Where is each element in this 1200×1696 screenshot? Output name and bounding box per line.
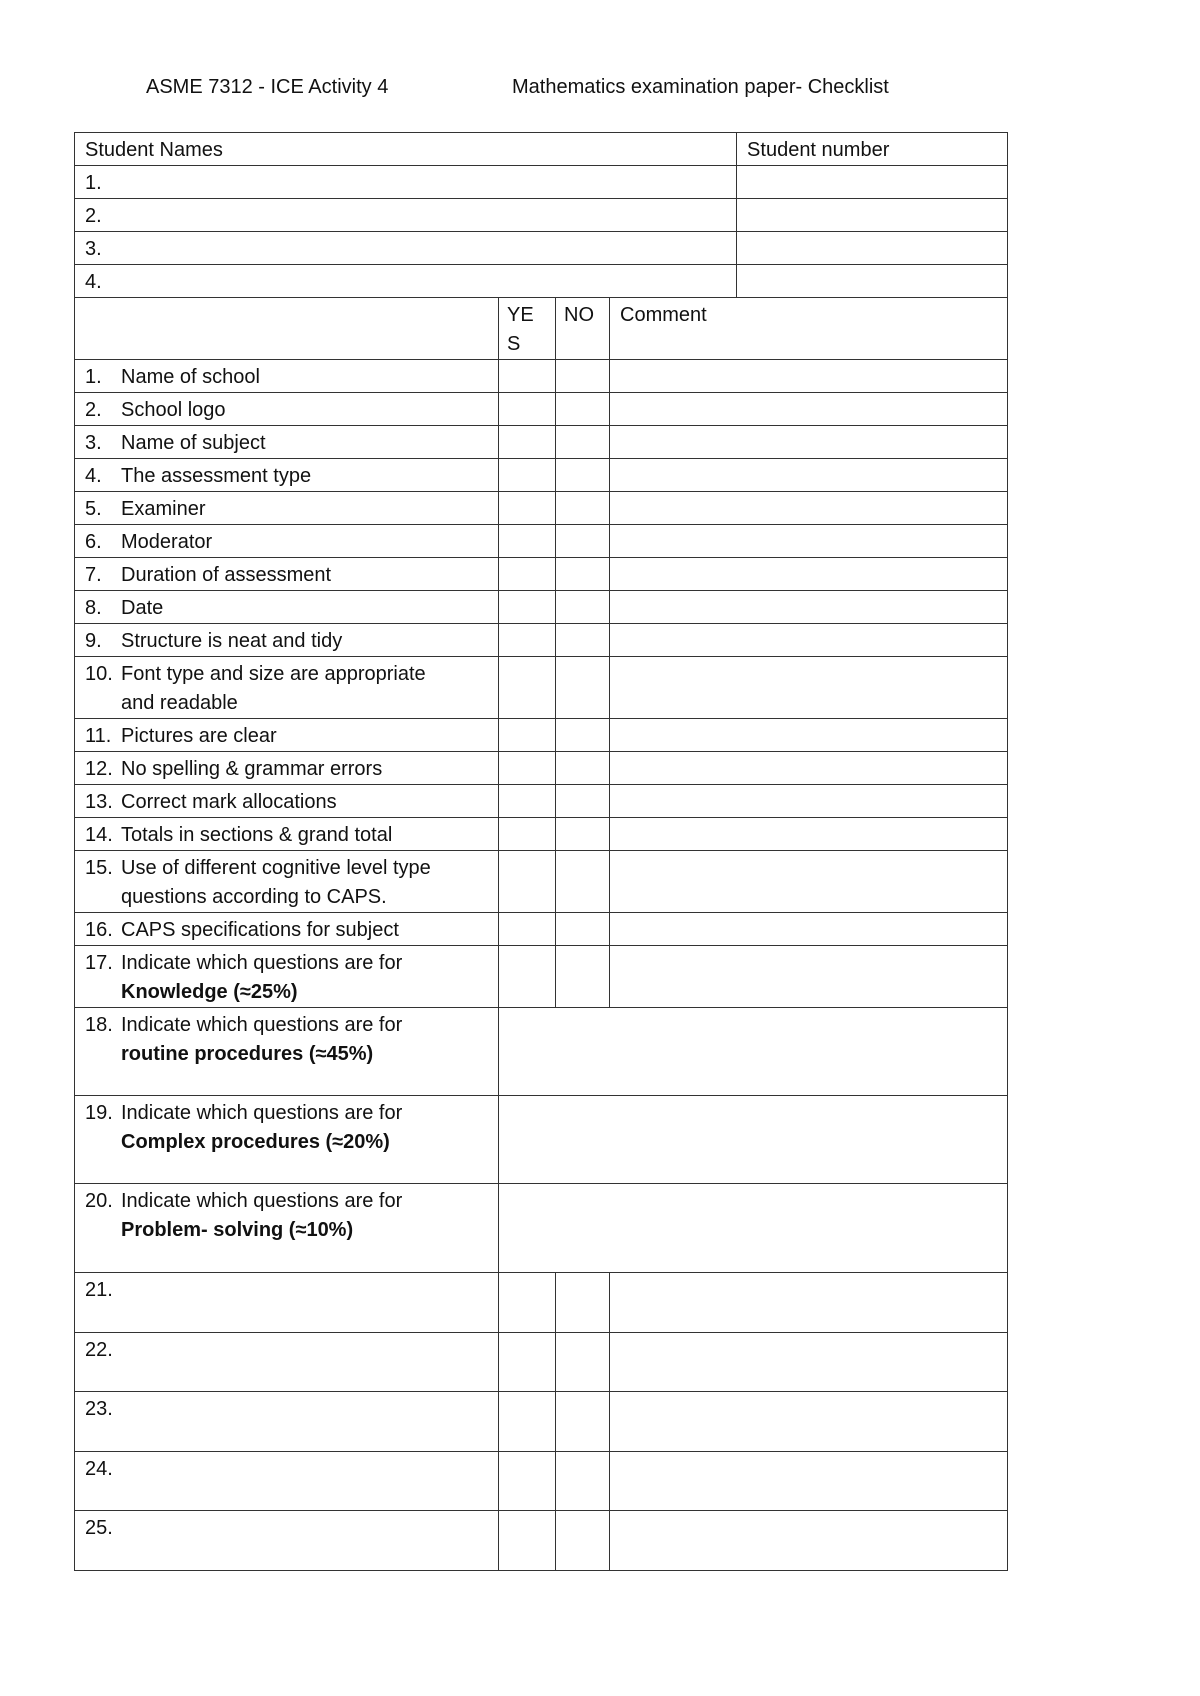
item-number: 8. bbox=[85, 597, 102, 619]
item-text-continued: and readable bbox=[121, 692, 238, 714]
item-number: 11. bbox=[85, 725, 112, 747]
checklist-row bbox=[75, 525, 1008, 558]
student-row bbox=[75, 265, 1008, 298]
no-cell[interactable] bbox=[556, 946, 610, 1008]
checklist-row bbox=[75, 492, 1008, 525]
item-text: Indicate which questions are for bbox=[121, 1102, 403, 1124]
criterion-cell bbox=[75, 785, 499, 818]
criterion-cell bbox=[75, 558, 499, 591]
comment-header: Comment bbox=[610, 298, 1008, 360]
no-cell[interactable] bbox=[556, 393, 610, 426]
item-number: 6. bbox=[85, 531, 102, 553]
item-number: 20. bbox=[85, 1190, 113, 1212]
yes-cell[interactable] bbox=[499, 492, 556, 525]
item-number: 4. bbox=[85, 465, 102, 487]
criterion-cell bbox=[75, 525, 499, 558]
cognitive-level-label: Knowledge (≈25%) bbox=[121, 981, 298, 1003]
checklist-row bbox=[75, 657, 1008, 719]
comment-cell[interactable] bbox=[610, 1452, 1008, 1511]
comment-cell[interactable] bbox=[610, 492, 1008, 525]
checklist-row bbox=[75, 591, 1008, 624]
criterion-cell bbox=[75, 851, 499, 913]
yes-cell[interactable] bbox=[499, 818, 556, 851]
student-name-cell[interactable]: 2. bbox=[75, 199, 737, 232]
criterion-cell bbox=[75, 1096, 499, 1184]
criterion-cell[interactable]: 21. bbox=[75, 1273, 499, 1333]
comment-cell[interactable] bbox=[610, 558, 1008, 591]
comment-cell[interactable] bbox=[610, 1333, 1008, 1392]
checklist-row bbox=[75, 818, 1008, 851]
checklist-row bbox=[75, 719, 1008, 752]
yes-cell[interactable] bbox=[499, 459, 556, 492]
item-text: Moderator bbox=[121, 531, 213, 553]
item-number: 15. bbox=[85, 857, 113, 879]
item-text: No spelling & grammar errors bbox=[121, 758, 383, 780]
yes-cell[interactable] bbox=[499, 525, 556, 558]
item-text: Name of school bbox=[121, 366, 260, 388]
cognitive-level-label: Complex procedures (≈20%) bbox=[121, 1131, 390, 1153]
criterion-cell bbox=[75, 624, 499, 657]
item-number: 14. bbox=[85, 824, 113, 846]
comment-cell[interactable] bbox=[610, 525, 1008, 558]
no-cell[interactable] bbox=[556, 1273, 610, 1333]
item-text: Pictures are clear bbox=[121, 725, 277, 747]
item-text: Indicate which questions are for bbox=[121, 1014, 403, 1036]
item-text: Totals in sections & grand total bbox=[121, 824, 393, 846]
item-text: Structure is neat and tidy bbox=[121, 630, 343, 652]
criterion-cell bbox=[75, 946, 499, 1008]
blank-row bbox=[75, 1333, 1008, 1392]
yes-cell[interactable] bbox=[499, 1392, 556, 1452]
page-header bbox=[0, 76, 1200, 106]
cognitive-row bbox=[75, 1008, 1008, 1096]
no-cell[interactable] bbox=[556, 818, 610, 851]
yes-cell[interactable] bbox=[499, 426, 556, 459]
yes-cell[interactable] bbox=[499, 851, 556, 913]
course-code: ASME 7312 - ICE Activity 4 bbox=[146, 76, 389, 98]
item-text: Use of different cognitive level type bbox=[121, 857, 431, 879]
comment-cell[interactable] bbox=[610, 393, 1008, 426]
comment-cell[interactable] bbox=[610, 946, 1008, 1008]
item-number: 5. bbox=[85, 498, 102, 520]
comment-cell[interactable] bbox=[610, 360, 1008, 393]
item-text: Duration of assessment bbox=[121, 564, 332, 586]
yes-cell[interactable] bbox=[499, 1333, 556, 1392]
item-text: Indicate which questions are for bbox=[121, 1190, 403, 1212]
no-cell[interactable] bbox=[556, 1392, 610, 1452]
no-cell[interactable] bbox=[556, 851, 610, 913]
item-text: Date bbox=[121, 597, 164, 619]
checklist-row bbox=[75, 426, 1008, 459]
student-names-header: Student Names bbox=[75, 133, 737, 166]
criterion-cell[interactable]: 25. bbox=[75, 1511, 499, 1571]
student-header-row bbox=[75, 133, 1008, 166]
student-row bbox=[75, 166, 1008, 199]
yes-cell[interactable] bbox=[499, 1452, 556, 1511]
comment-cell[interactable] bbox=[610, 719, 1008, 752]
item-text-continued: questions according to CAPS. bbox=[121, 886, 387, 908]
criterion-cell[interactable]: 24. bbox=[75, 1452, 499, 1511]
no-cell[interactable] bbox=[556, 913, 610, 946]
yes-header: YE S bbox=[499, 298, 556, 360]
item-text: Name of subject bbox=[121, 432, 266, 454]
item-number: 12. bbox=[85, 758, 113, 780]
comment-cell[interactable] bbox=[610, 785, 1008, 818]
comment-cell[interactable] bbox=[610, 752, 1008, 785]
student-row bbox=[75, 232, 1008, 265]
comment-cell[interactable] bbox=[610, 818, 1008, 851]
no-cell[interactable] bbox=[556, 459, 610, 492]
comment-cell[interactable] bbox=[610, 1511, 1008, 1571]
student-number-cell[interactable] bbox=[737, 232, 1008, 265]
blank-row bbox=[75, 1511, 1008, 1571]
checklist-row bbox=[75, 913, 1008, 946]
criterion-cell bbox=[75, 913, 499, 946]
yes-cell[interactable] bbox=[499, 946, 556, 1008]
student-number-header: Student number bbox=[737, 133, 1008, 166]
student-name-cell[interactable]: 4. bbox=[75, 265, 737, 298]
yes-cell[interactable] bbox=[499, 393, 556, 426]
no-cell[interactable] bbox=[556, 558, 610, 591]
criterion-cell bbox=[75, 426, 499, 459]
comment-cell[interactable] bbox=[610, 1392, 1008, 1452]
checklist-row bbox=[75, 752, 1008, 785]
answer-cell[interactable] bbox=[499, 1096, 1008, 1184]
checklist-row bbox=[75, 558, 1008, 591]
yes-cell[interactable] bbox=[499, 785, 556, 818]
blank-row bbox=[75, 1452, 1008, 1511]
no-cell[interactable] bbox=[556, 657, 610, 719]
yes-cell[interactable] bbox=[499, 719, 556, 752]
cognitive-level-label: routine procedures (≈45%) bbox=[121, 1043, 374, 1065]
checklist-row bbox=[75, 785, 1008, 818]
criterion-cell bbox=[75, 492, 499, 525]
yes-cell[interactable] bbox=[499, 913, 556, 946]
item-number: 18. bbox=[85, 1014, 113, 1036]
yes-cell[interactable] bbox=[499, 1511, 556, 1571]
yes-cell[interactable] bbox=[499, 657, 556, 719]
item-number: 19. bbox=[85, 1102, 113, 1124]
answer-cell[interactable] bbox=[499, 1008, 1008, 1096]
no-cell[interactable] bbox=[556, 1511, 610, 1571]
comment-cell[interactable] bbox=[610, 913, 1008, 946]
item-number: 3. bbox=[85, 432, 102, 454]
item-number: 2. bbox=[85, 399, 102, 421]
item-number: 1. bbox=[85, 366, 102, 388]
no-cell[interactable] bbox=[556, 785, 610, 818]
checklist-table bbox=[74, 132, 1008, 1571]
comment-cell[interactable] bbox=[610, 624, 1008, 657]
yes-cell[interactable] bbox=[499, 752, 556, 785]
no-cell[interactable] bbox=[556, 752, 610, 785]
cognitive-level-label: Problem- solving (≈10%) bbox=[121, 1219, 354, 1241]
checklist-row bbox=[75, 851, 1008, 913]
criterion-cell bbox=[75, 818, 499, 851]
checklist-row bbox=[75, 393, 1008, 426]
criteria-header bbox=[75, 298, 499, 360]
blank-row bbox=[75, 1273, 1008, 1333]
comment-cell[interactable] bbox=[610, 459, 1008, 492]
student-number-cell[interactable] bbox=[737, 199, 1008, 232]
checklist-row bbox=[75, 946, 1008, 1008]
criterion-cell bbox=[75, 360, 499, 393]
student-number-cell[interactable] bbox=[737, 166, 1008, 199]
criterion-cell bbox=[75, 1008, 499, 1096]
student-number-cell[interactable] bbox=[737, 265, 1008, 298]
no-cell[interactable] bbox=[556, 591, 610, 624]
item-text: Examiner bbox=[121, 498, 206, 520]
yes-cell[interactable] bbox=[499, 1273, 556, 1333]
item-text: Correct mark allocations bbox=[121, 791, 337, 813]
answer-cell[interactable] bbox=[499, 1184, 1008, 1273]
item-number: 13. bbox=[85, 791, 113, 813]
criterion-cell bbox=[75, 591, 499, 624]
criterion-cell[interactable]: 23. bbox=[75, 1392, 499, 1452]
no-cell[interactable] bbox=[556, 1333, 610, 1392]
yes-cell[interactable] bbox=[499, 558, 556, 591]
comment-cell[interactable] bbox=[610, 426, 1008, 459]
student-name-cell[interactable]: 3. bbox=[75, 232, 737, 265]
item-number: 9. bbox=[85, 630, 102, 652]
item-text: Indicate which questions are for bbox=[121, 952, 403, 974]
document-title: Mathematics examination paper- Checklist bbox=[512, 76, 889, 98]
item-number: 10. bbox=[85, 663, 113, 685]
cognitive-row bbox=[75, 1184, 1008, 1273]
cognitive-row bbox=[75, 1096, 1008, 1184]
criterion-cell[interactable]: 22. bbox=[75, 1333, 499, 1392]
checklist-row bbox=[75, 360, 1008, 393]
criterion-cell bbox=[75, 752, 499, 785]
comment-cell[interactable] bbox=[610, 851, 1008, 913]
criterion-cell bbox=[75, 459, 499, 492]
item-text: School logo bbox=[121, 399, 226, 421]
criterion-cell bbox=[75, 657, 499, 719]
no-header: NO bbox=[556, 298, 610, 360]
no-cell[interactable] bbox=[556, 624, 610, 657]
no-cell[interactable] bbox=[556, 492, 610, 525]
item-number: 16. bbox=[85, 919, 113, 941]
blank-row bbox=[75, 1392, 1008, 1452]
item-text: The assessment type bbox=[121, 465, 312, 487]
comment-cell[interactable] bbox=[610, 1273, 1008, 1333]
no-cell[interactable] bbox=[556, 426, 610, 459]
no-cell[interactable] bbox=[556, 525, 610, 558]
no-cell[interactable] bbox=[556, 719, 610, 752]
item-text: CAPS specifications for subject bbox=[121, 919, 399, 941]
yes-cell[interactable] bbox=[499, 360, 556, 393]
criterion-cell bbox=[75, 1184, 499, 1273]
comment-cell[interactable] bbox=[610, 591, 1008, 624]
checklist-header-row bbox=[75, 298, 1008, 360]
criterion-cell bbox=[75, 393, 499, 426]
item-text: Font type and size are appropriate bbox=[121, 663, 426, 685]
checklist-row bbox=[75, 459, 1008, 492]
item-number: 7. bbox=[85, 564, 102, 586]
student-row bbox=[75, 199, 1008, 232]
item-number: 17. bbox=[85, 952, 113, 974]
comment-cell[interactable] bbox=[610, 657, 1008, 719]
checklist-row bbox=[75, 624, 1008, 657]
no-cell[interactable] bbox=[556, 360, 610, 393]
criterion-cell bbox=[75, 719, 499, 752]
no-cell[interactable] bbox=[556, 1452, 610, 1511]
yes-cell[interactable] bbox=[499, 591, 556, 624]
yes-cell[interactable] bbox=[499, 624, 556, 657]
student-name-cell[interactable]: 1. bbox=[75, 166, 737, 199]
